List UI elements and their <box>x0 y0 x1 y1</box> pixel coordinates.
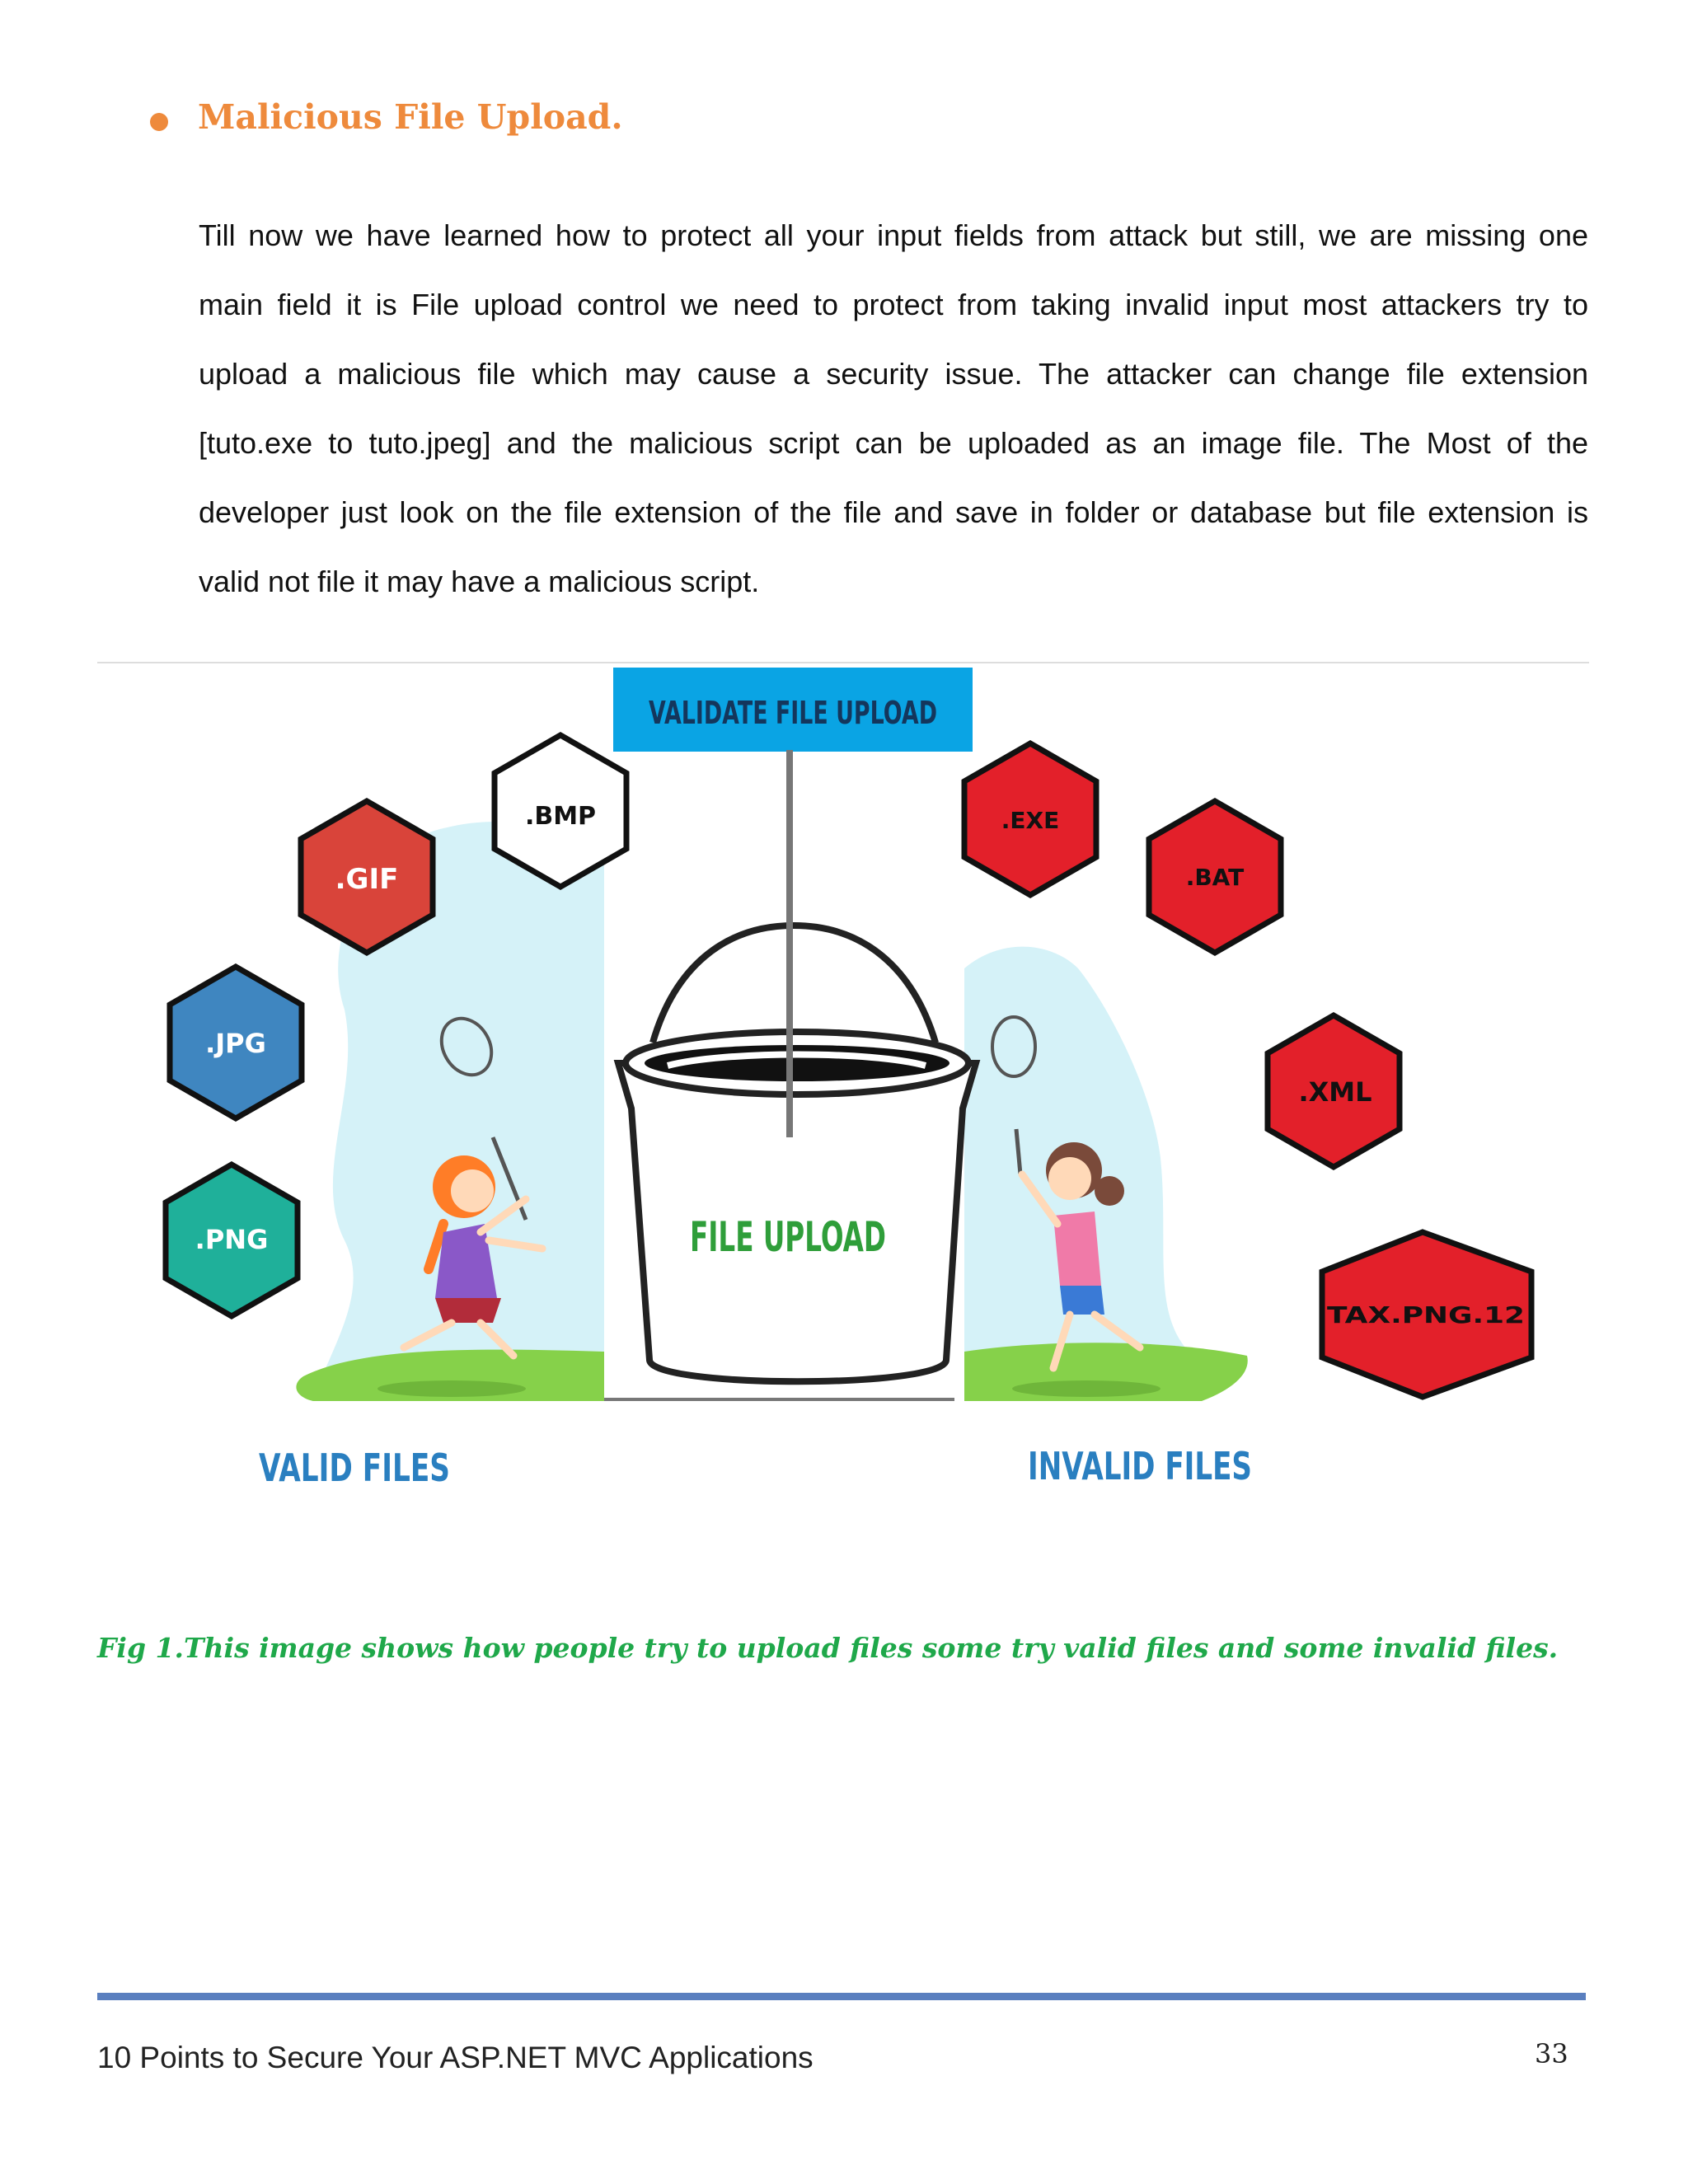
jpg-hex <box>170 967 302 1118</box>
tax-png-label: TAX.PNG.12 <box>1327 1301 1525 1329</box>
bullet-icon <box>150 113 168 131</box>
bmp-label: .BMP <box>524 802 597 831</box>
validate-sign-label: VALIDATE FILE UPLOAD <box>649 695 937 731</box>
body-line: upload a malicious file which may cause a security issue. The attacker can change file extension <box>199 357 1588 391</box>
xml-hex <box>1268 1015 1400 1167</box>
page-number: 33 <box>1535 2038 1568 2069</box>
figure-caption: Fig 1.This image shows how people try to upload files some try valid files and some invalid files. <box>97 1632 1559 1664</box>
invalid-scene <box>964 947 1248 1401</box>
invalid-files-label: INVALID FILES <box>1028 1444 1252 1488</box>
valid-files-label: VALID FILES <box>259 1446 450 1490</box>
body-line: [tuto.exe to tuto.jpeg] and the malicious script can be uploaded as an image file. The Most of the <box>199 426 1588 460</box>
file-upload-figure <box>97 663 1589 1545</box>
body-line: main field it is File upload control we need to protect from taking invalid input most attackers try to <box>199 288 1588 321</box>
jpg-label: .JPG <box>205 1028 266 1059</box>
bat-label: .BAT <box>1185 864 1245 891</box>
footer-rule <box>97 1993 1586 2000</box>
png-label: .PNG <box>195 1224 269 1255</box>
png-hex <box>166 1165 298 1316</box>
xml-label: .XML <box>1298 1076 1372 1108</box>
exe-label: .EXE <box>1001 807 1060 834</box>
bat-hex <box>1149 801 1281 953</box>
body-line: valid not file it may have a malicious script. <box>199 565 760 598</box>
footer-title: 10 Points to Secure Your ASP.NET MVC Applications <box>97 2041 814 2074</box>
exe-hex <box>964 743 1096 895</box>
section-heading: Malicious File Upload. <box>198 97 623 137</box>
tax-png-hex <box>1322 1232 1531 1397</box>
gif-label: .GIF <box>335 863 399 896</box>
body-line: Till now we have learned how to protect all your input fields from attack but still, we are missing one <box>199 218 1588 252</box>
body-line: developer just look on the file extension of the file and save in folder or database but file extension is <box>199 495 1588 529</box>
bucket-label: FILE UPLOAD <box>690 1213 886 1261</box>
